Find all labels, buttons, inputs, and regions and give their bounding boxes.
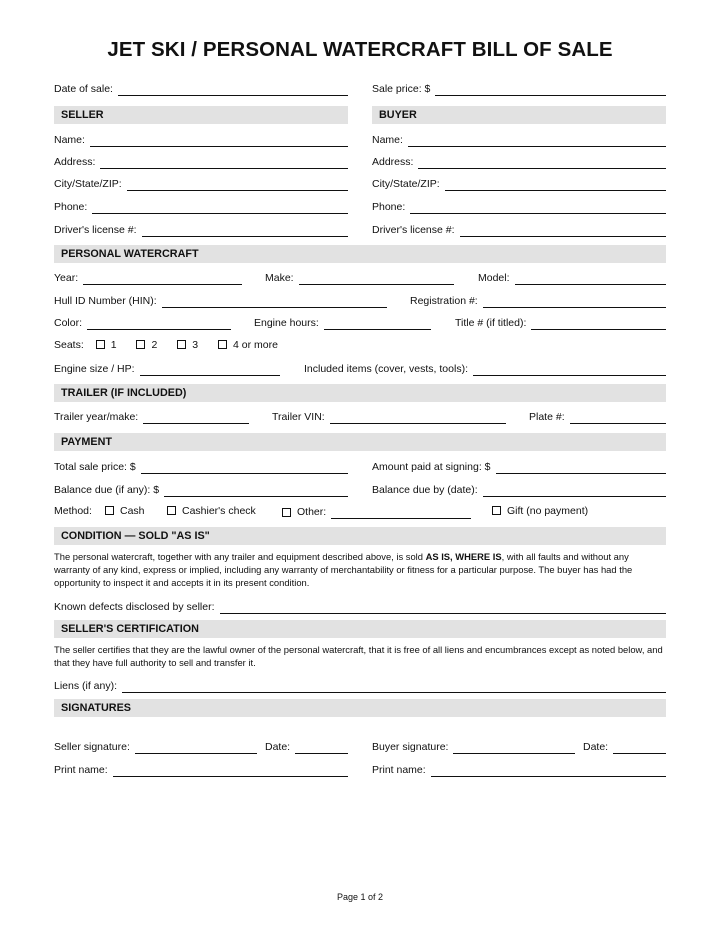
defects-row	[54, 598, 666, 614]
page-title: JET SKI / PERSONAL WATERCRAFT BILL OF SALE	[107, 38, 613, 61]
plate-field[interactable]: Plate #:	[529, 408, 666, 424]
method-gift[interactable]: Gift (no payment)	[492, 503, 588, 519]
name-row	[54, 131, 666, 147]
total-sale-price-field[interactable]: Total sale price: $	[54, 458, 348, 474]
balance-due-field[interactable]: Balance due (if any): $	[54, 481, 348, 497]
method-cash[interactable]: Cash	[105, 503, 145, 519]
checkbox-icon[interactable]	[96, 340, 105, 349]
license-row	[54, 221, 666, 237]
condition-section-header: CONDITION — SOLD "AS IS"	[54, 527, 666, 545]
engine-hours-field[interactable]: Engine hours:	[254, 314, 431, 330]
color-hours-title-row	[54, 314, 666, 330]
seller-phone-line[interactable]	[92, 201, 348, 214]
buyer-name-field[interactable]: Name:	[372, 131, 666, 147]
registration-line[interactable]	[483, 295, 666, 308]
date-of-sale-field[interactable]: Date of sale:	[54, 80, 348, 96]
checkbox-icon[interactable]	[105, 506, 114, 515]
seller-city-line[interactable]	[127, 178, 348, 191]
make-field[interactable]: Make:	[265, 269, 454, 285]
buyer-signature-field[interactable]: Buyer signature:	[372, 738, 575, 754]
sale-price-field[interactable]: Sale price: $	[372, 80, 666, 96]
year-line[interactable]	[83, 272, 242, 285]
seller-section-header: SELLER	[54, 106, 348, 124]
method-other-line[interactable]	[331, 506, 471, 519]
seller-address-field[interactable]: Address:	[54, 153, 348, 169]
trailer-row	[54, 408, 666, 424]
plate-line[interactable]	[570, 411, 666, 424]
engine-hours-line[interactable]	[324, 317, 431, 330]
buyer-license-field[interactable]: Driver's license #:	[372, 221, 666, 237]
trailer-section-header: TRAILER (IF INCLUDED)	[54, 384, 666, 402]
buyer-signature-line[interactable]	[453, 741, 575, 754]
balance-due-line[interactable]	[164, 484, 348, 497]
buyer-address-field[interactable]: Address:	[372, 153, 666, 169]
method-cashiers-check[interactable]: Cashier's check	[167, 503, 256, 519]
seller-license-line[interactable]	[142, 224, 348, 237]
year-field[interactable]: Year:	[54, 269, 242, 285]
engine-size-line[interactable]	[140, 363, 280, 376]
city-row	[54, 175, 666, 191]
page-number: Page 1 of 2	[336, 892, 384, 902]
seller-phone-field[interactable]: Phone:	[54, 198, 348, 214]
included-items-field[interactable]: Included items (cover, vests, tools):	[304, 360, 666, 376]
buyer-date-line[interactable]	[613, 741, 666, 754]
checkbox-icon[interactable]	[177, 340, 186, 349]
balance-row	[54, 481, 666, 497]
seller-license-field[interactable]: Driver's license #:	[54, 221, 348, 237]
address-row	[54, 153, 666, 169]
hin-row	[54, 292, 666, 308]
signatures-section-header: SIGNATURES	[54, 699, 666, 717]
seller-print-name-line[interactable]	[113, 764, 348, 777]
trailer-year-make-field[interactable]: Trailer year/make:	[54, 408, 249, 424]
buyer-address-line[interactable]	[418, 156, 666, 169]
condition-paragraph: The personal watercraft, together with any trailer and equipment described above, is sold AS IS, WHERE IS, with all faults and without any warranty of any kind, express or implied, including any warranty of merchantability or fitness for a particular purpose. The buyer has had the opportunity to inspect it and accepts it in its present condition.	[54, 551, 633, 589]
method-label: Method:	[54, 505, 92, 517]
buyer-section-header: BUYER	[372, 106, 666, 124]
buyer-name-line[interactable]	[408, 134, 666, 147]
title-number-field[interactable]: Title # (if titled):	[455, 314, 666, 330]
seller-print-name-field[interactable]: Print name:	[54, 761, 348, 777]
buyer-city-field[interactable]: City/State/ZIP:	[372, 175, 666, 191]
buyer-phone-line[interactable]	[410, 201, 666, 214]
model-line[interactable]	[515, 272, 666, 285]
method-other-field[interactable]: Other:	[282, 503, 471, 519]
seats-option-3[interactable]: 3	[177, 337, 198, 353]
known-defects-line[interactable]	[220, 601, 667, 614]
checkbox-icon[interactable]	[167, 506, 176, 515]
seller-date-field[interactable]: Date:	[265, 738, 348, 754]
total-paid-row	[54, 458, 666, 474]
hin-field[interactable]: Hull ID Number (HIN):	[54, 292, 387, 308]
checkbox-icon[interactable]	[218, 340, 227, 349]
as-is-emphasis: AS IS, WHERE IS	[425, 551, 502, 562]
model-field[interactable]: Model:	[478, 269, 666, 285]
seller-address-line[interactable]	[100, 156, 348, 169]
liens-line[interactable]	[122, 680, 666, 693]
date-of-sale-line[interactable]	[118, 83, 348, 96]
make-line[interactable]	[299, 272, 454, 285]
buyer-city-line[interactable]	[445, 178, 666, 191]
known-defects-field[interactable]: Known defects disclosed by seller:	[54, 598, 666, 614]
balance-due-by-line[interactable]	[483, 484, 666, 497]
amount-paid-field[interactable]: Amount paid at signing: $	[372, 458, 666, 474]
year-make-model-row	[54, 269, 666, 285]
buyer-print-name-line[interactable]	[431, 764, 666, 777]
payment-section-header: PAYMENT	[54, 433, 666, 451]
seller-signature-line[interactable]	[135, 741, 257, 754]
buyer-license-line[interactable]	[460, 224, 666, 237]
seats-row	[54, 337, 666, 353]
engine-size-row	[54, 360, 666, 376]
date-price-row	[54, 80, 666, 96]
signature-row	[54, 738, 666, 754]
trailer-vin-field[interactable]: Trailer VIN:	[272, 408, 506, 424]
seller-name-field[interactable]: Name:	[54, 131, 348, 147]
total-sale-price-line[interactable]	[141, 461, 348, 474]
trailer-year-make-line[interactable]	[143, 411, 249, 424]
color-line[interactable]	[87, 317, 231, 330]
buyer-date-field[interactable]: Date:	[583, 738, 666, 754]
seller-date-line[interactable]	[295, 741, 348, 754]
buyer-phone-field[interactable]: Phone:	[372, 198, 666, 214]
sale-price-line[interactable]	[435, 83, 666, 96]
checkbox-icon[interactable]	[282, 508, 291, 517]
checkbox-icon[interactable]	[136, 340, 145, 349]
certification-paragraph: The seller certifies that they are the lawful owner of the personal watercraft, that it is free of all liens and encumbrances except as noted below, and that they have full authority to sell and transfer it.	[54, 644, 663, 669]
seats-option-4-or-more[interactable]: 4 or more	[218, 337, 278, 353]
buyer-print-name-field[interactable]: Print name:	[372, 761, 666, 777]
title-number-line[interactable]	[531, 317, 666, 330]
watercraft-section-header: PERSONAL WATERCRAFT	[54, 245, 666, 263]
registration-field[interactable]: Registration #:	[410, 292, 666, 308]
balance-due-by-field[interactable]: Balance due by (date):	[372, 481, 666, 497]
checkbox-icon[interactable]	[492, 506, 501, 515]
engine-size-field[interactable]: Engine size / HP:	[54, 360, 280, 376]
amount-paid-line[interactable]	[496, 461, 667, 474]
phone-row	[54, 198, 666, 214]
certification-section-header: SELLER'S CERTIFICATION	[54, 620, 666, 638]
seats-option-1[interactable]: 1	[96, 337, 117, 353]
trailer-vin-line[interactable]	[330, 411, 506, 424]
seller-city-field[interactable]: City/State/ZIP:	[54, 175, 348, 191]
color-field[interactable]: Color:	[54, 314, 231, 330]
seats-option-2[interactable]: 2	[136, 337, 157, 353]
liens-field[interactable]: Liens (if any):	[54, 677, 666, 693]
hin-line[interactable]	[162, 295, 387, 308]
seller-signature-field[interactable]: Seller signature:	[54, 738, 257, 754]
method-row	[54, 503, 666, 519]
seller-name-line[interactable]	[90, 134, 348, 147]
seats-label: Seats:	[54, 339, 84, 351]
liens-row	[54, 677, 666, 693]
print-name-row	[54, 761, 666, 777]
included-items-line[interactable]	[473, 363, 666, 376]
